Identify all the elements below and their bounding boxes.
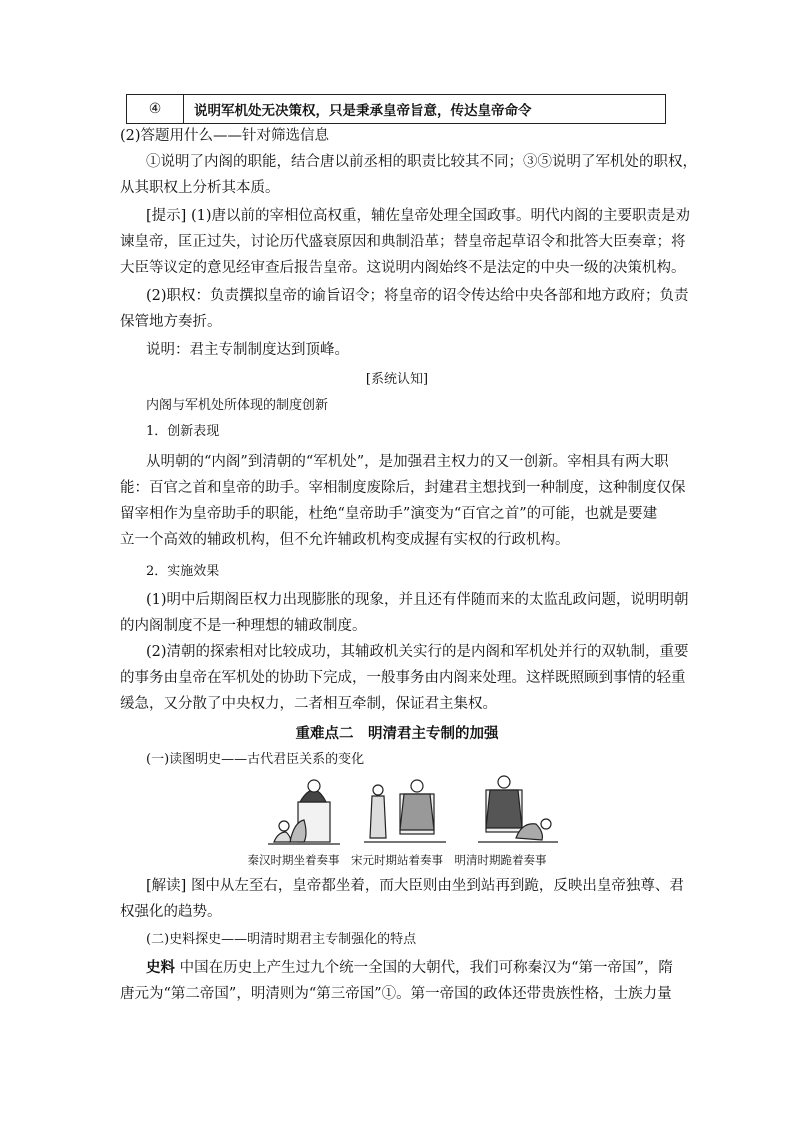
figure-caption: 秦汉时期坐着奏事 宋元时期站着奏事 明清时期跪着奏事 [247,853,547,867]
qin-han-scene-icon [268,780,340,844]
table-row [126,94,666,124]
power-line-1: (2)职权：负责撰拟皇帝的谕旨诏令；将皇帝的诏令传达给中央各部和地方政府；负责 [146,288,689,304]
source-line-1: 史料 中国在历史上产生过九个统一全国的大朝代，我们可称秦汉为“第一帝国”，隋 [146,959,673,976]
innovation-line-2: 能：百官之首和皇帝的助手。宰相制度废除后，封建君主想找到一种制度，这种制度仅保 [120,480,686,496]
table-row-number: ④ [127,95,184,123]
innovation-line-1: 从明朝的“内阁”到清朝的“军机处”，是加强君主权力的又一创新。宰相具有两大职 [146,454,669,470]
explore-title: (二)史料探史——明清时期君主专制强化的特点 [146,932,417,947]
effect1-line-2: 的内阁制度不是一种理想的辅政制度。 [120,618,367,634]
table-row-text: 说明军机处无决策权，只是秉承皇帝旨意，传达皇帝命令 [194,103,532,119]
interpret-line-2: 权强化的趋势。 [120,904,222,920]
power-line-2: 保管地方奏折。 [120,314,222,330]
heading-1: 1．创新表现 [146,424,220,439]
emperor-minister-illustration [260,772,560,852]
source-label: 史料 [146,959,175,976]
effect1-line-1: (1)明中后期阁臣权力出现膨胀的现象，并且还有伴随而来的太监乱政问题，说明明朝 [146,592,689,608]
interpret-label: [解读] [146,878,187,894]
explain-line: 说明：君主专制制度达到顶峰。 [146,342,349,358]
s2-line-2: 从其职权上分析其本质。 [120,180,280,196]
section2-title: (2)答题用什么——针对筛选信息 [120,128,330,144]
effect2-line-3: 缓急，又分散了中央权力，二者相互牵制，保证君主集权。 [120,696,497,712]
heading-2: 2．实施效果 [146,564,220,579]
hint-label: [提示] [146,208,187,224]
ming-qing-scene-icon [478,776,558,842]
system-title: [系统认知] [365,372,429,387]
effect2-line-1: (2)清朝的探索相对比较成功，其辅政机关实行的是内阁和军机处并行的双轨制，重要 [146,644,689,660]
hint-paragraph-line-3: 大臣等议定的意见经审查后报告皇帝。这说明内阁始终不是法定的中央一级的决策机构。 [120,260,686,276]
innovation-line-4: 立一个高效的辅政机构，但不允许辅政机构变成握有实权的行政机构。 [120,532,570,548]
source-line-2: 唐元为“第二帝国”，明清则为“第三帝国”①。第一帝国的政体还带贵族性格，士族力量 [120,986,672,1002]
read-figure-title: (一)读图明史——古代君臣关系的变化 [146,752,365,767]
song-yuan-scene-icon [364,780,446,842]
effect2-line-2: 的事务由皇帝在军机处的协助下完成，一般事务由内阁来处理。这样既照顾到事情的轻重 [120,670,686,686]
interpret-line-1: [解读] 图中从左至右，皇帝都坐着，而大臣则由坐到站再到跪，反映出皇帝独尊、君 [146,878,684,894]
innovation-title: 内阁与军机处所体现的制度创新 [146,398,329,413]
hint-paragraph-line-1: [提示] (1)唐以前的宰相位高权重，辅佐皇帝处理全国政事。明代内阁的主要职责是劝 [146,208,690,224]
s2-line-1: ①说明了内阁的职能，结合唐以前丞相的职责比较其不同；③⑤说明了军机处的职权， [146,154,697,170]
hint-paragraph-line-2: 谏皇帝，匡正过失，讨论历代盛衰原因和典制沿革；替皇帝起草诏令和批答大臣奏章；将 [120,234,686,250]
key-point-title: 重难点二 明清君主专制的加强 [295,725,499,742]
innovation-line-3: 留宰相作为皇帝助手的职能，杜绝“皇帝助手”演变为“百官之首”的可能，也就是要建 [120,506,658,522]
